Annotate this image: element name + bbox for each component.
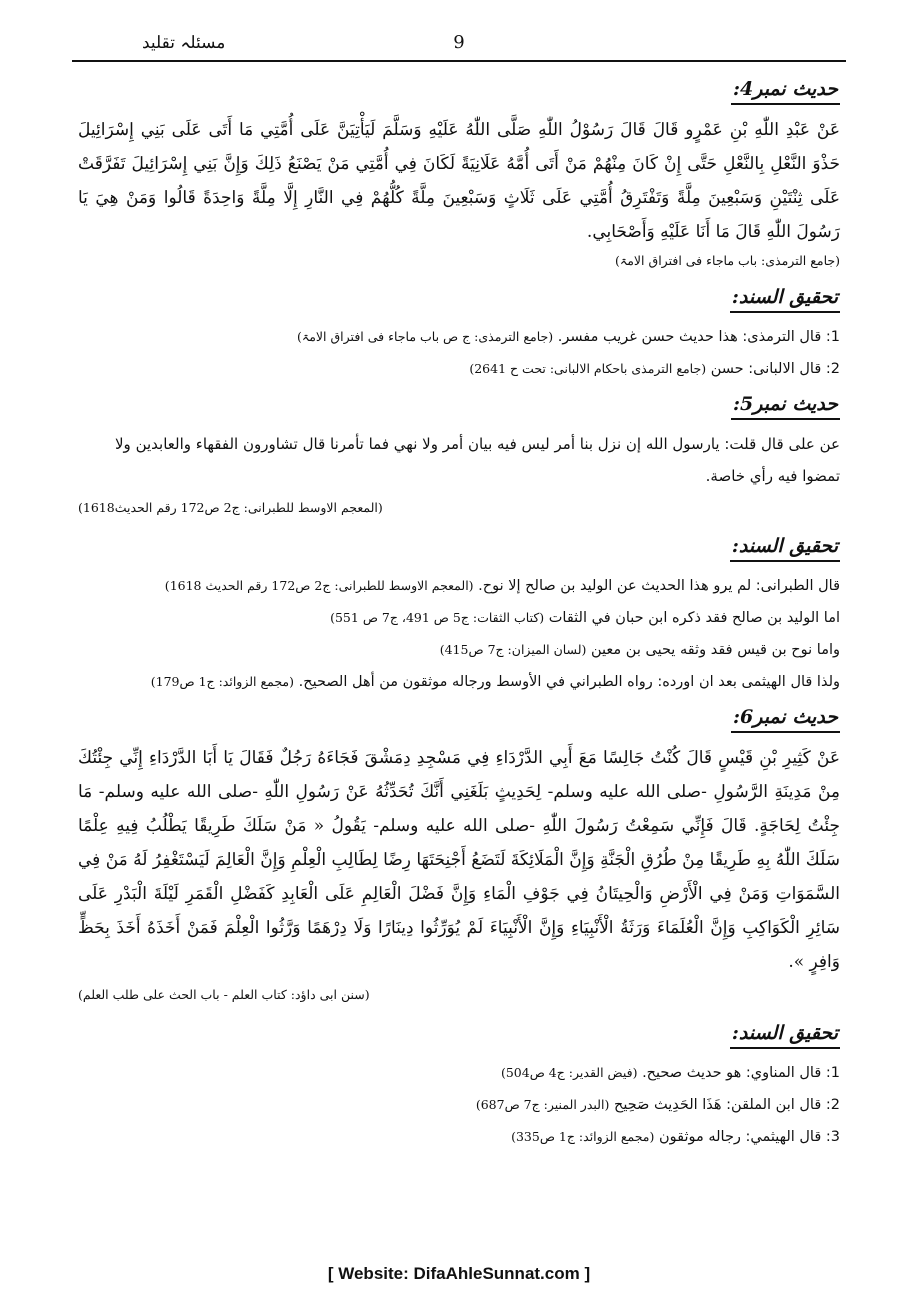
sanad-text: واما نوح بن قيس فقد وثقه يحيى بن معين [591,642,840,658]
sanad-cite: (جامع الترمذی باحکام الالبانی: تحت ح 2641) [469,361,707,376]
sanad-text: قال الطبرانی: لم يرو هذا الحديث عن الوليد بن صالح إلا نوح. [478,578,840,594]
hadith6-sanad-1 [78,1057,840,1089]
hadith4-sanad-1 [78,321,840,353]
sanad-cite: (لسان المیزان: ج7 ص415) [439,642,587,657]
page-number: 9 [453,32,465,53]
hadith6-sanad-heading: تحقیق السند: [730,1022,840,1049]
book-title: مسئلہ تقلید [142,33,226,53]
sanad-text: 2: قال ابن الملقن: هَذَا الحَدِيث صَحِيح [613,1097,840,1113]
hadith4-sanad-2 [78,353,840,385]
sanad-text: 2: قال الالبانی: حسن [710,361,840,377]
website-footer: [ Website: DifaAhleSunnat.com ] [327,1264,591,1283]
hadith4-heading: حدیث نمبر4: [731,78,840,105]
page-header [72,28,846,64]
hadith5-sanad-3 [78,634,840,666]
sanad-text: ولذا قال الهيثمی بعد ان اورده: رواه الطبراني في الأوسط ورجاله موثقون من أهل الصحيح. [298,674,840,690]
sanad-cite: (جامع الترمذی: ج ص باب ماجاء فی افتراق الامۃ) [297,329,554,344]
hadith6-heading: حدیث نمبر6: [731,706,840,733]
sanad-cite: (فیض القدیر: ج4 ص504) [500,1065,638,1080]
sanad-cite: (البدر المنیر: ج7 ص687) [475,1097,610,1112]
hadith6-sanad-2 [78,1089,840,1121]
sanad-text: اما الوليد بن صالح فقد ذكره ابن حبان في الثقات [548,610,840,626]
header-rule [72,60,846,62]
hadith5-sanad-2 [78,602,840,634]
hadith5-reference: (المعجم الاوسط للطبرانی: ج2 ص172 رقم الحدیث1618) [78,500,383,515]
hadith6-text: عَنْ كَثِيرِ بْنِ قَيْسٍ قَالَ كُنْتُ جَالِسًا مَعَ أَبِي الدَّرْدَاءِ فِي مَسْجِدِ دِمَشْقَ فَجَاءَهُ رَجُلٌ فَقَالَ يَا أَبَا الدَّرْدَاءِ إِنِّي جِئْتُكَ مِنْ مَدِينَةِ الرَّسُولِ -صلى الله عليه وسلم- لِحَدِيثٍ بَلَغَنِي أَنَّكَ تُحَدِّثُهُ عَنْ رَسُولِ اللّٰهِ -صلى الله عليه وسلم- مَا جِئْتُ لِحَاجَةٍ. قَالَ فَإِنِّي سَمِعْتُ رَسُولَ اللّٰهِ -صلى الله عليه وسلم- يَقُولُ « مَنْ سَلَكَ طَرِيقًا يَطْلُبُ فِيهِ عِلْمًا سَلَكَ اللّٰهُ بِهِ طَرِيقًا مِنْ طُرُقِ الْجَنَّةِ وَإِنَّ الْمَلَائِكَةَ لَتَضَعُ أَجْنِحَتَهَا رِضًا لِطَالِبِ الْعِلْمِ وَإِنَّ الْعَالِمَ لَيَسْتَغْفِرُ لَهُ مَنْ فِي السَّمَوَاتِ وَمَنْ فِي الْأَرْضِ وَالْحِيتَانُ فِي جَوْفِ الْمَاءِ وَإِنَّ فَضْلَ الْعَالِمِ عَلَى الْعَابِدِ كَفَضْلِ الْقَمَرِ لَيْلَةَ الْبَدْرِ عَلَى سَائِرِ الْكَوَاكِبِ وَإِنَّ الْعُلَمَاءَ وَرَثَةُ الْأَنْبِيَاءِ وَإِنَّ الْأَنْبِيَاءَ لَمْ يُوَرِّثُوا دِينَارًا وَلَا دِرْهَمًا وَرَّثُوا الْعِلْمَ فَمَنْ أَخَذَهُ أَخَذَ بِحَظٍّ وَافِرٍ ». [78,748,840,972]
sanad-cite: (مجمع الزوائد: ج1 ص179) [150,674,295,689]
hadith6-sanad-3 [78,1121,840,1153]
page-content [78,70,840,1153]
hadith4-text: عَنْ عَبْدِ اللّٰهِ بْنِ عَمْرٍو قَالَ قَالَ رَسُوْلُ اللّٰهِ صَلَّى اللّٰهُ عَلَيْهِ وَسَلَّمَ لَيَأْتِيَنَّ عَلَى أُمَّتِي مَا أَتَى عَلَى بَنِي إِسْرَائِيلَ حَذْوَ النَّعْلِ بِالنَّعْلِ حَتَّى إِنْ كَانَ مِنْهُمْ مَنْ أَتَى أُمَّهُ عَلَانِيَةً لَكَانَ فِي أُمَّتِي مَنْ يَصْنَعُ ذَلِكَ وَإِنَّ بَنِي إِسْرَائِيلَ تَفَرَّقَتْ عَلَى ثِنْتَيْنِ وَسَبْعِينَ مِلَّةً وَتَفْتَرِقُ أُمَّتِي عَلَى ثَلَاثٍ وَسَبْعِينَ مِلَّةً كُلُّهُمْ فِي النَّارِ إِلَّا مِلَّةً وَاحِدَةً قَالُوا وَمَنْ هِيَ يَا رَسُولَ اللّٰهِ قَالَ مَا أَنَا عَلَيْهِ وَأَصْحَابِي. [78,120,840,242]
hadith4-reference: (جامع الترمذی: باب ماجاء فی افتراق الامۃ) [615,253,840,268]
hadith5-sanad-1 [78,570,840,602]
hadith6-reference: (سنن ابی داؤد: کتاب العلم - باب الحث علی طلب العلم) [78,987,370,1002]
hadith5-text: عن علی قال قلت: یارسول الله إن نزل بنا أمر ليس فيه بيان أمر ولا نهي فما تأمرنا قال تشاورون الفقهاء والعابدين ولا تمضوا فيه رأي خاصة. [115,435,840,485]
sanad-cite: (المعجم الاوسط للطبرانی: ج2 ص172 رقم الحدیث 1618) [164,578,474,593]
hadith5-heading: حدیث نمبر5: [731,393,840,420]
sanad-text: 1: قال المناوي: هو حديث صحيح. [642,1065,840,1081]
hadith4-sanad-heading: تحقیق السند: [730,286,840,313]
hadith5-sanad-heading: تحقیق السند: [730,535,840,562]
sanad-cite: (مجمع الزوائد: ج1 ص335) [511,1129,655,1144]
hadith5-sanad-4 [78,666,840,698]
sanad-text: 1: قال الترمذی: هذا حديث حسن غريب مفسر. [557,329,840,345]
sanad-cite: (کتاب الثقات: ج5 ص 491، ج7 ص 551) [330,610,545,625]
sanad-text: 3: قال الهيثمي: رجاله موثقون [658,1129,840,1145]
